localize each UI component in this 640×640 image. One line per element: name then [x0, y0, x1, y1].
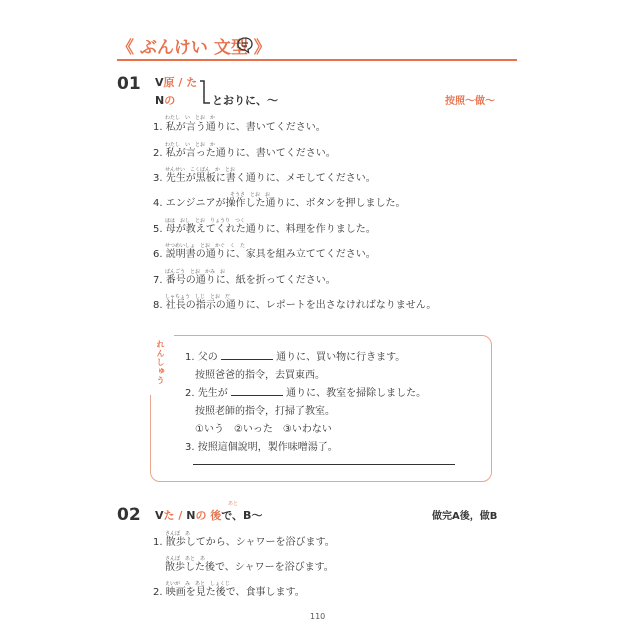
pattern-2-n: N: [186, 509, 196, 522]
pattern-2-v-form: た /: [163, 509, 183, 522]
sentence-item: [153, 174, 376, 184]
pattern-2: [155, 507, 262, 523]
pattern-n-particle: の: [164, 94, 176, 107]
sentence-number: 6.: [153, 249, 163, 260]
sentence-text: 説明書の通りに、家具を組み立ててください。: [165, 249, 376, 260]
sentence-text: 私が言う通りに、書いてください。: [165, 122, 326, 133]
sentence-ruby: わたし い とお か: [165, 142, 216, 148]
sentence-number: 1.: [153, 122, 163, 133]
chat-bubble-icon: [236, 36, 254, 54]
sentence-text: 社長の指示の通りに、レポートを出さなければなりません。: [165, 300, 437, 311]
pattern-v: V: [155, 76, 164, 89]
sentence-text: 番号の通りに、紙を折ってください。: [165, 275, 336, 286]
sentence-item: [153, 250, 376, 260]
sentence-ruby: はは おし とお りょうり つく: [165, 218, 246, 224]
sentence-item: [153, 588, 305, 598]
section-number-02: 02: [117, 505, 141, 525]
sentence-item: [153, 301, 436, 311]
practice-q1-start: 1. 父の: [185, 352, 218, 363]
practice-q1-end: 通りに、買い物に行きます。: [276, 352, 406, 363]
pattern-2-ruby: あと: [228, 501, 239, 507]
answer-line-3[interactable]: [193, 464, 455, 465]
practice-tag: れんしゅう: [156, 340, 165, 385]
sentence-item: [153, 276, 336, 286]
sentence-item: [153, 149, 336, 159]
sentence-number: 8.: [153, 300, 163, 311]
practice-q1-translation: 按照爸爸的指令，去買東西。: [195, 370, 325, 381]
pattern-2-translation: 做完A後，做B: [432, 511, 498, 522]
answer-blank-1[interactable]: [221, 350, 273, 360]
sentence-number: 1.: [153, 537, 163, 548]
sentence-ruby: さんぽ あ: [165, 531, 191, 537]
pattern-noun-form: [155, 92, 175, 108]
sentence-number: 2.: [153, 148, 163, 159]
sentence-ruby: ばんごう とお かみ お: [165, 269, 226, 275]
section-header-title: 《 ぶんけい 文型 》: [117, 38, 271, 58]
practice-question-1: [185, 348, 405, 363]
pattern-bracket: [198, 80, 212, 104]
header-rule: [117, 59, 517, 61]
practice-question-2: [185, 384, 426, 399]
pattern-2-particle: の: [195, 509, 207, 522]
pattern-verb-form: [155, 74, 197, 90]
sentence-ruby: えいが み あと しょくじ: [165, 581, 231, 587]
practice-q2-start: 2. 先生が: [185, 388, 228, 399]
pattern-2-rest: で、B〜: [221, 509, 263, 522]
sentence-ruby: せつめいしょ とお かぐ く た: [165, 243, 246, 249]
sentence-item: [153, 199, 405, 209]
sentence-number: 4.: [153, 198, 163, 209]
pattern-v-forms: 原 / た: [163, 76, 198, 89]
pattern-n: N: [155, 94, 165, 107]
sentence-text: 先生が黒板に書く通りに、メモしてください。: [165, 173, 376, 184]
sentence-text: エンジニアが操作した通りに、ボタンを押しました。: [165, 198, 406, 209]
practice-q2-translation: 按照老師的指令，打掃了教室。: [195, 406, 335, 417]
sentence-ruby: そうさ とお お: [230, 192, 271, 198]
sentence-item: [153, 538, 335, 548]
sentence-item: [153, 123, 326, 133]
pattern-main: とおりに、〜: [212, 94, 278, 107]
sentence-text: 散歩してから、シャワーを浴びます。: [165, 537, 335, 548]
sentence-number: 3.: [153, 173, 163, 184]
sentence-text: 私が言った通りに、書いてください。: [165, 148, 336, 159]
section-number-01: 01: [117, 74, 141, 94]
sentence-ruby: わたし い とお か: [165, 115, 216, 121]
sentence-ruby: さんぽ あと あ: [165, 556, 206, 562]
sentence-number: 2.: [153, 587, 163, 598]
sentence-item: [153, 225, 376, 235]
sentence-text: 映画を見た後で、食事します。: [165, 587, 305, 598]
sentence-ruby: しゃちょう しじ とお だ: [165, 294, 231, 300]
pattern-2-ato: 後: [210, 509, 222, 522]
sentence-number: 7.: [153, 275, 163, 286]
pattern-translation: 按照〜做〜: [445, 96, 495, 107]
practice-question-3: 3. 按照這個說明，製作味噌湯了。: [185, 442, 338, 453]
pattern-2-v: V: [155, 509, 164, 522]
sentence-ruby: せんせい こくばん か とお: [165, 167, 236, 173]
sentence-text: 散歩した後で、シャワーを浴びます。: [165, 562, 334, 573]
practice-q2-end: 通りに、教室を掃除しました。: [286, 388, 427, 399]
page-number: 110: [310, 612, 326, 621]
sentence-number: 5.: [153, 224, 163, 235]
answer-blank-2[interactable]: [231, 386, 283, 396]
sentence-text: 母が教えてくれた通りに、料理を作りました。: [165, 224, 376, 235]
practice-q2-options: ①いう ②いった ③いわない: [195, 424, 332, 435]
sentence-item: [165, 563, 334, 573]
